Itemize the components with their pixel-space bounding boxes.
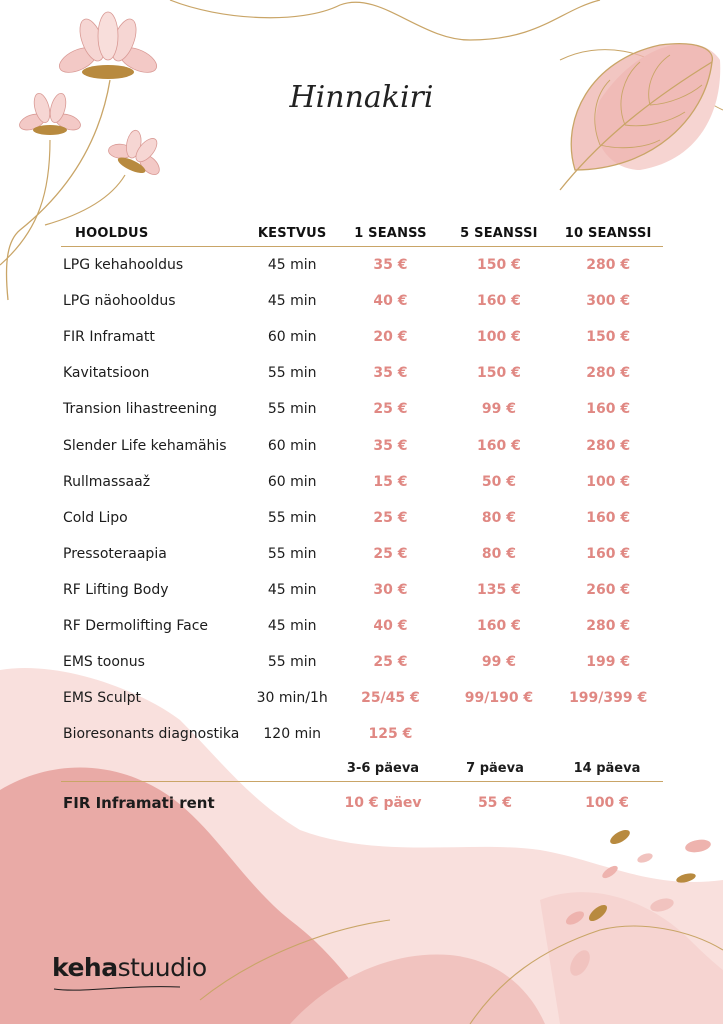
price-1-session: 25 € [373,401,408,418]
price-5-sessions: 135 € [477,581,521,598]
table-row [61,572,663,608]
price-1-session: 40 € [373,617,408,634]
price-table [61,220,663,752]
price-1-session: 40 € [373,293,408,310]
brand-logo-part1: keha [52,953,118,982]
table-header [61,220,663,247]
table-row [61,716,663,752]
price-1-session: 25 € [373,509,408,526]
price-5-sessions: 150 € [477,257,521,274]
service-duration: 45 min [267,293,317,310]
table-row [61,464,663,500]
service-duration: 60 min [267,437,317,454]
table-row [61,536,663,572]
service-duration: 120 min [263,726,321,743]
service-duration: 30 min/1h [256,690,328,707]
price-10-sessions: 280 € [586,617,631,634]
service-name: FIR Inframatt [63,329,155,346]
price-10-sessions: 300 € [586,293,631,310]
price-10-sessions: 160 € [586,401,631,418]
rent-price-3-6-days: 10 € päev [344,795,422,811]
price-10-sessions: 160 € [586,545,631,562]
header-10-sessions: 10 SEANSSI [553,220,663,247]
service-duration: 55 min [267,365,317,382]
price-10-sessions: 260 € [586,581,631,598]
price-10-sessions: 199 € [586,654,631,671]
service-duration: 45 min [267,617,317,634]
price-1-session: 15 € [373,473,408,490]
table-row [61,680,663,716]
table-row [61,644,663,680]
price-5-sessions: 150 € [477,365,521,382]
price-5-sessions: 50 € [481,473,516,490]
rent-header-3-6-days: 3-6 päeva [327,755,439,782]
header-1-session: 1 SEANSS [336,220,444,247]
service-duration: 55 min [267,509,317,526]
rent-header-7-days: 7 päeva [439,755,551,782]
service-name: Transion lihastreening [63,401,217,418]
service-name: Kavitatsioon [63,365,150,382]
service-name: RF Lifting Body [63,581,169,598]
price-1-session: 25/45 € [361,690,420,707]
price-5-sessions: 99/190 € [464,690,534,707]
price-5-sessions: 80 € [481,545,516,562]
service-name: EMS toonus [63,654,145,671]
price-10-sessions: 100 € [586,473,631,490]
price-10-sessions: 280 € [586,257,631,274]
table-row [61,427,663,463]
service-duration: 55 min [267,545,317,562]
rent-label: FIR Inframati rent [63,794,215,812]
price-5-sessions [445,716,554,752]
service-name: LPG näohooldus [63,293,176,310]
service-name: Cold Lipo [63,509,128,526]
page-title: Hinnakiri [289,80,434,115]
brand-swoosh-icon [52,983,182,995]
brand-logo-part2: stuudio [117,953,207,982]
price-1-session: 25 € [373,545,408,562]
price-10-sessions: 280 € [586,365,631,382]
header-5-sessions: 5 SEANSSI [445,220,554,247]
service-name: Slender Life kehamähis [63,437,227,454]
header-duration: KESTVUS [248,220,336,247]
service-duration: 45 min [267,581,317,598]
price-5-sessions: 160 € [477,617,521,634]
price-1-session: 35 € [373,365,408,382]
table-row [61,500,663,536]
table-row [61,319,663,355]
price-5-sessions: 100 € [477,329,521,346]
service-name: EMS Sculpt [63,690,141,707]
service-name: RF Dermolifting Face [63,617,209,634]
rent-price-7-days: 55 € [477,795,513,811]
price-5-sessions: 160 € [477,437,521,454]
service-name: Pressoteraapia [63,545,167,562]
table-row [61,283,663,319]
rent-header [61,755,663,782]
rent-row [61,782,663,825]
price-5-sessions: 80 € [481,509,516,526]
service-duration: 55 min [267,401,317,418]
leaf-illustration [560,44,720,190]
table-row [61,355,663,391]
price-1-session: 25 € [373,654,408,671]
price-1-session: 35 € [373,437,408,454]
brand-logo [52,953,207,982]
price-10-sessions: 280 € [586,437,631,454]
price-1-session: 35 € [373,257,408,274]
price-10-sessions: 150 € [586,329,631,346]
service-name: Rullmassaaž [63,473,151,490]
price-10-sessions [553,716,663,752]
price-10-sessions: 199/399 € [569,690,648,707]
service-duration: 60 min [267,473,317,490]
price-5-sessions: 99 € [481,654,516,671]
price-1-session: 20 € [373,329,408,346]
rent-header-14-days: 14 päeva [551,755,663,782]
price-5-sessions: 99 € [481,401,516,418]
price-5-sessions: 160 € [477,293,521,310]
service-name: LPG kehahooldus [63,257,184,274]
service-name: Bioresonants diagnostika [63,726,240,743]
table-row [61,608,663,644]
service-duration: 45 min [267,257,317,274]
price-10-sessions: 160 € [586,509,631,526]
rent-table [61,755,663,824]
table-row [61,391,663,427]
header-service: HOOLDUS [61,220,248,247]
service-duration: 60 min [267,329,317,346]
price-1-session: 125 € [368,726,413,743]
rent-price-14-days: 100 € [585,795,629,811]
table-row [61,247,663,284]
price-1-session: 30 € [373,581,408,598]
service-duration: 55 min [267,654,317,671]
